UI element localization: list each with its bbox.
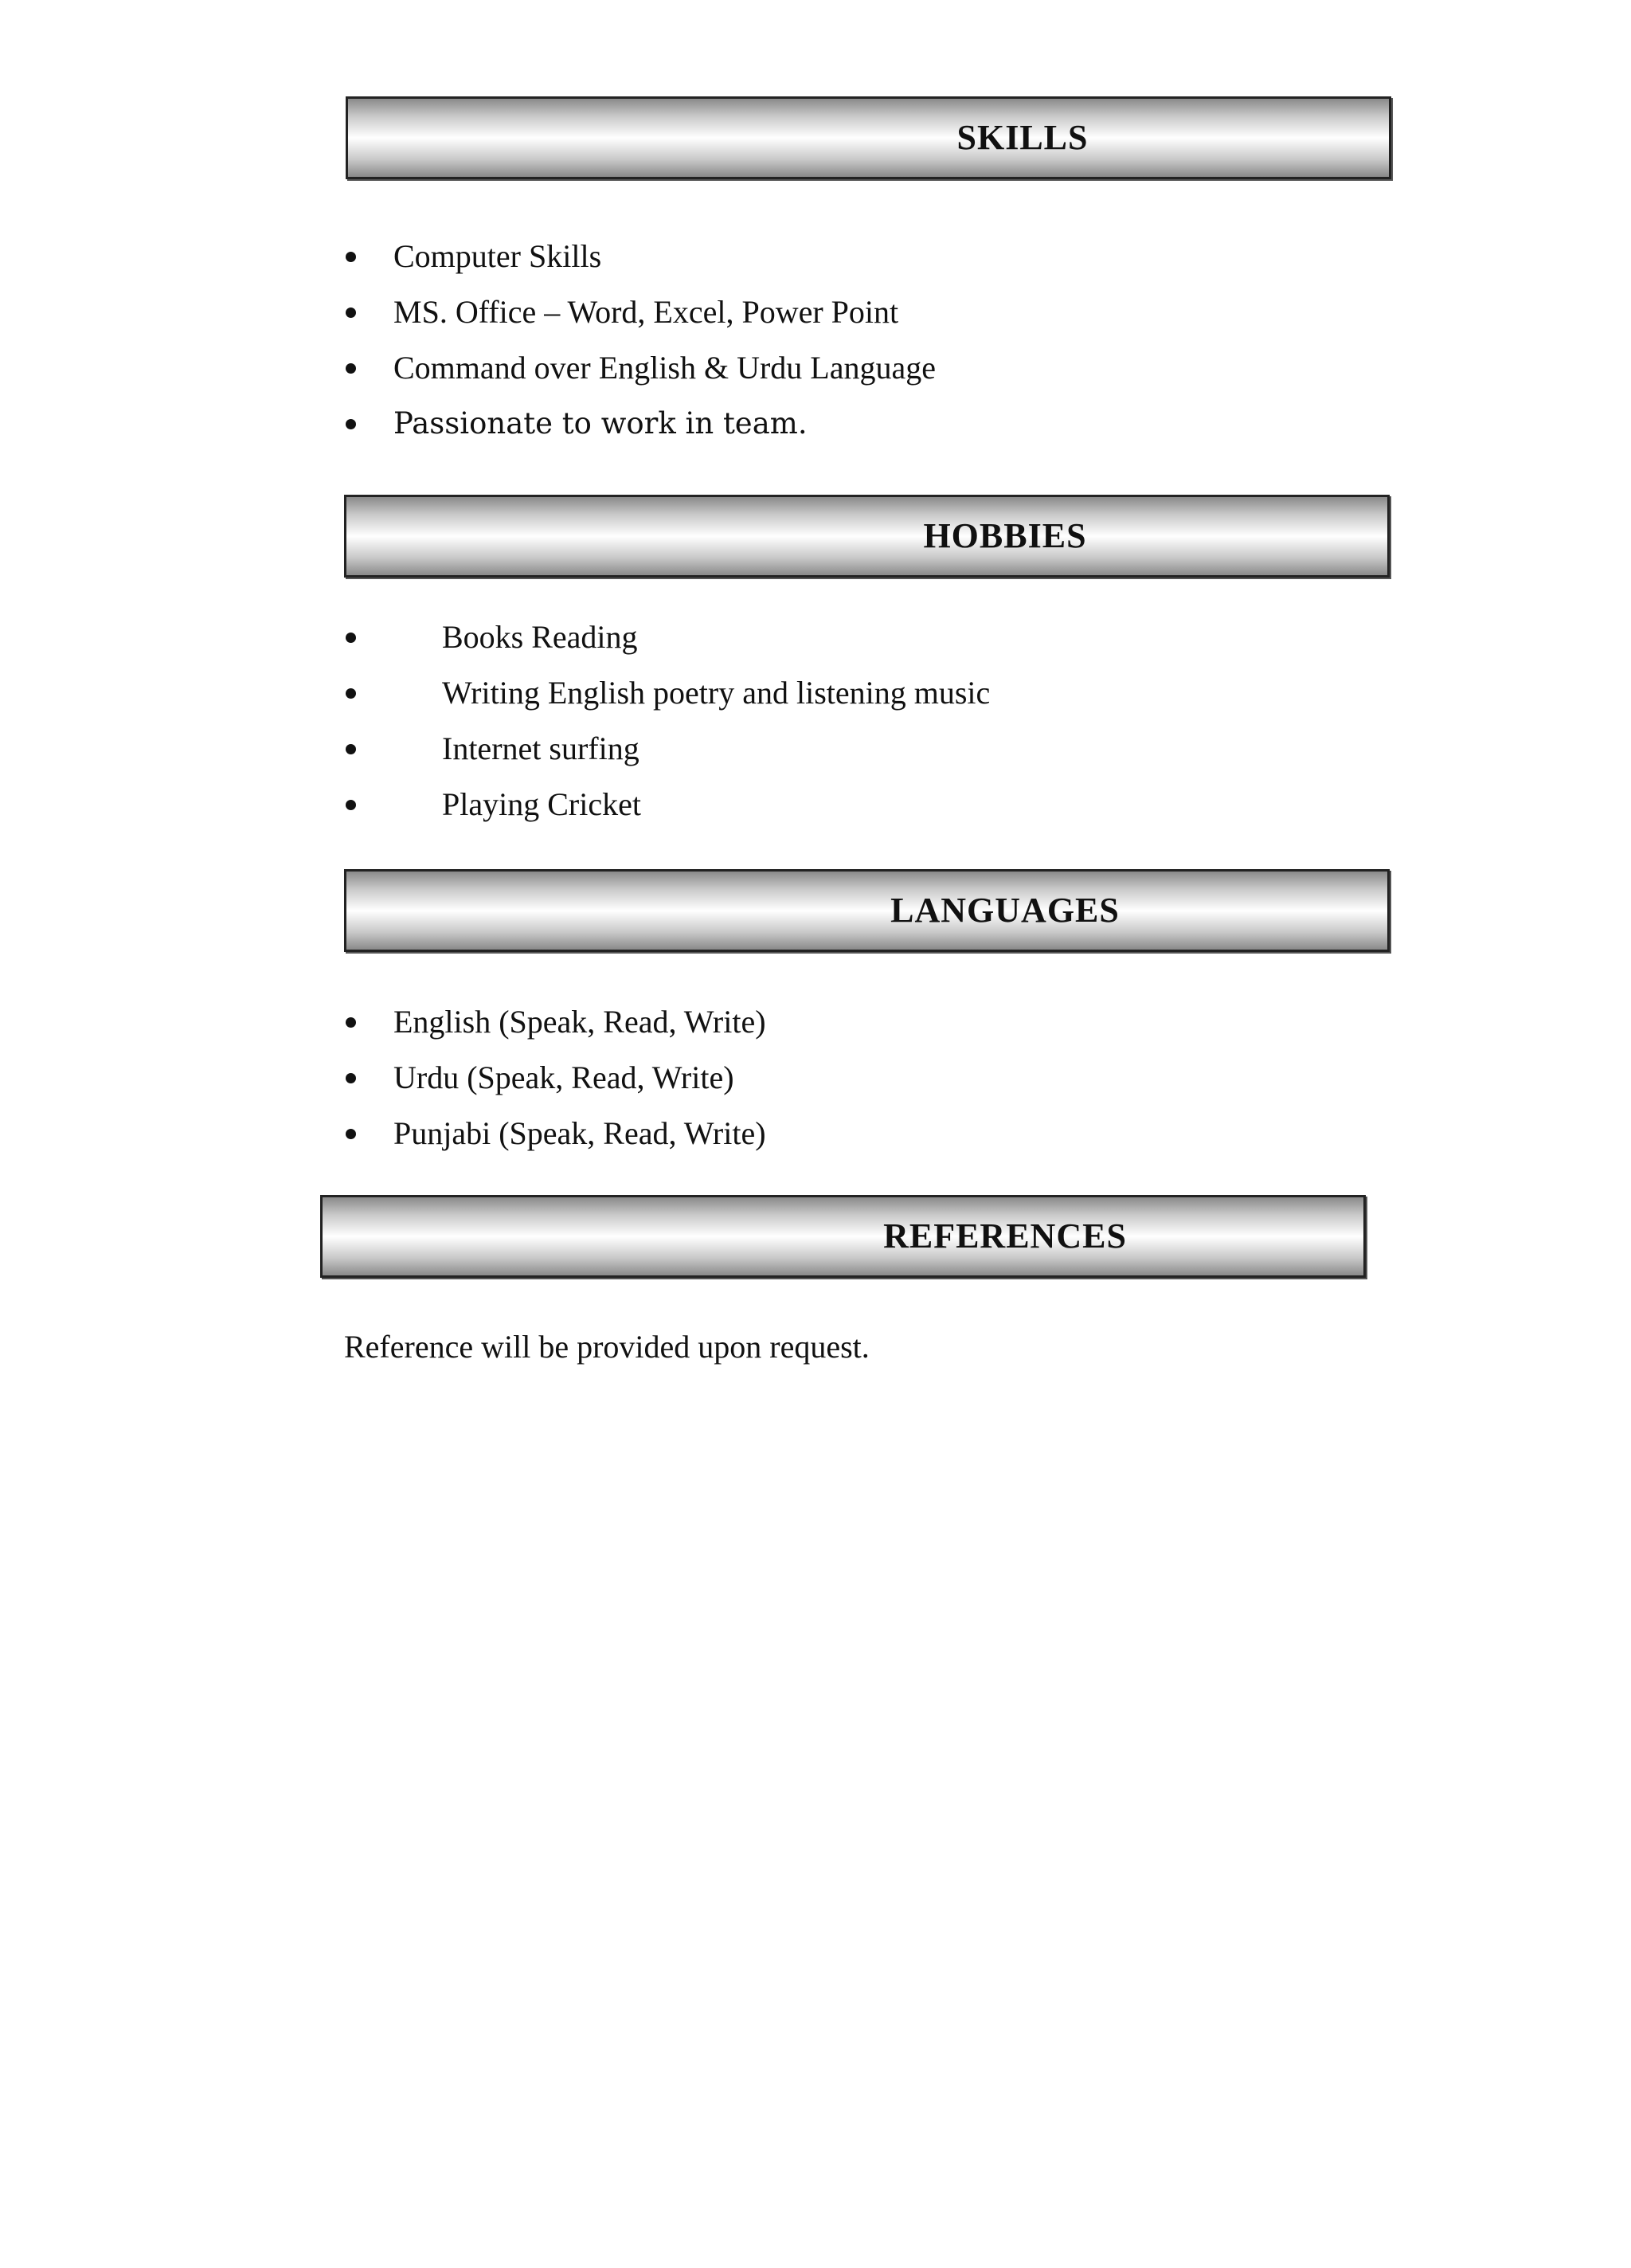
skills-heading-bar bbox=[346, 96, 1391, 179]
bullet-icon bbox=[346, 307, 356, 318]
bullet-icon bbox=[346, 633, 356, 643]
languages-heading-bar bbox=[344, 869, 1390, 952]
bullet-icon bbox=[346, 252, 356, 262]
list-item-text: English (Speak, Read, Write) bbox=[393, 1004, 766, 1040]
languages-heading: LANGUAGES bbox=[890, 891, 1120, 930]
bullet-icon bbox=[346, 1129, 356, 1139]
list-item-text: Computer Skills bbox=[393, 238, 602, 274]
list-item-text: Books Reading bbox=[442, 619, 638, 655]
references-heading: REFERENCES bbox=[883, 1216, 1127, 1255]
list-item-text: Punjabi (Speak, Read, Write) bbox=[393, 1115, 766, 1151]
list-item-text: Playing Cricket bbox=[442, 786, 641, 822]
references-heading-bar bbox=[320, 1195, 1366, 1278]
hobbies-heading: HOBBIES bbox=[923, 516, 1087, 555]
bullet-icon bbox=[346, 1073, 356, 1083]
list-item-text: MS. Office – Word, Excel, Power Point bbox=[393, 294, 899, 330]
bullet-icon bbox=[346, 744, 356, 754]
list-item-text: Urdu (Speak, Read, Write) bbox=[393, 1060, 734, 1095]
bullet-icon bbox=[346, 419, 356, 429]
list-item-text: Command over English & Urdu Language bbox=[393, 350, 936, 386]
bullet-icon bbox=[346, 1017, 356, 1028]
bullet-icon bbox=[346, 363, 356, 374]
bullet-icon bbox=[346, 688, 356, 699]
list-item-text: Passionate to work in team. bbox=[393, 406, 808, 441]
bullet-icon bbox=[346, 800, 356, 810]
hobbies-heading-bar bbox=[344, 495, 1390, 578]
references-text: Reference will be provided upon request. bbox=[344, 1329, 870, 1365]
list-item-text: Internet surfing bbox=[442, 731, 639, 766]
list-item-text: Writing English poetry and listening music bbox=[442, 675, 991, 711]
skills-heading: SKILLS bbox=[956, 118, 1089, 157]
